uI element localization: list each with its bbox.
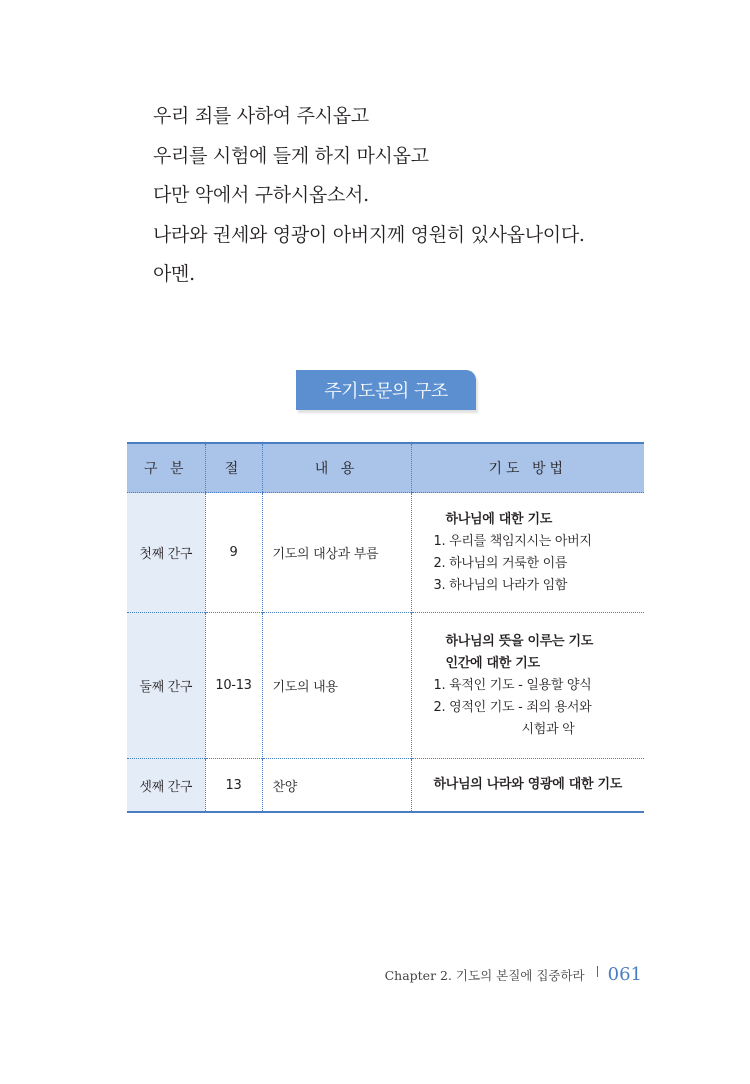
chapter-title: Chapter 2. 기도의 본질에 집중하라 — [384, 967, 585, 983]
cell-method — [411, 613, 644, 759]
table-row — [127, 493, 644, 613]
prayer-structure-table — [127, 442, 644, 813]
method-item: 1. 우리를 책임지시는 아버지 — [433, 533, 592, 549]
footer-divider — [597, 966, 598, 977]
method-item: 1. 육적인 기도 - 일용할 양식 — [433, 677, 592, 693]
method-heading: 인간에 대한 기도 — [445, 655, 540, 671]
cell-verse: 10-13 — [205, 613, 262, 759]
cell-method — [411, 493, 644, 613]
cell-method — [411, 759, 644, 813]
prayer-line: 다만 악에서 구하시옵소서. — [153, 184, 369, 206]
section-title-badge — [296, 370, 476, 410]
prayer-text — [153, 97, 585, 295]
prayer-line: 아멘. — [153, 263, 195, 285]
method-heading: 하나님의 뜻을 이루는 기도 — [445, 633, 594, 649]
prayer-line: 우리를 시험에 들게 하지 마시옵고 — [153, 144, 429, 167]
method-heading: 하나님의 나라와 영광에 대한 기도 — [433, 777, 623, 792]
cell-division: 첫째 간구 — [127, 493, 205, 613]
table-header-row — [127, 443, 644, 493]
page-footer — [385, 964, 642, 985]
table-row — [127, 613, 644, 759]
header-division: 구 분 — [127, 443, 205, 493]
header-verse: 절 — [205, 443, 262, 493]
method-item: 3. 하나님의 나라가 임함 — [433, 577, 568, 593]
cell-content: 찬양 — [262, 759, 411, 813]
prayer-line: 나라와 권세와 영광이 아버지께 영원히 있사옵나이다. — [153, 223, 585, 246]
cell-division: 셋째 간구 — [127, 759, 205, 813]
section-title: 주기도문의 구조 — [324, 381, 448, 402]
cell-content: 기도의 내용 — [262, 613, 411, 759]
prayer-line: 우리 죄를 사하여 주시옵고 — [153, 105, 369, 127]
method-item: 2. 하나님의 거룩한 이름 — [433, 555, 568, 571]
table-row — [127, 759, 644, 813]
method-item-continuation: 시험과 악 — [521, 721, 575, 737]
cell-content: 기도의 대상과 부름 — [262, 493, 411, 613]
cell-verse: 13 — [205, 759, 262, 813]
method-heading: 하나님에 대한 기도 — [445, 511, 553, 527]
cell-division: 둘째 간구 — [127, 613, 205, 759]
page-number: 061 — [607, 964, 642, 985]
header-method: 기도 방법 — [411, 443, 644, 493]
method-item: 2. 영적인 기도 - 죄의 용서와 — [433, 699, 592, 715]
header-content: 내 용 — [262, 443, 411, 493]
cell-verse: 9 — [205, 493, 262, 613]
